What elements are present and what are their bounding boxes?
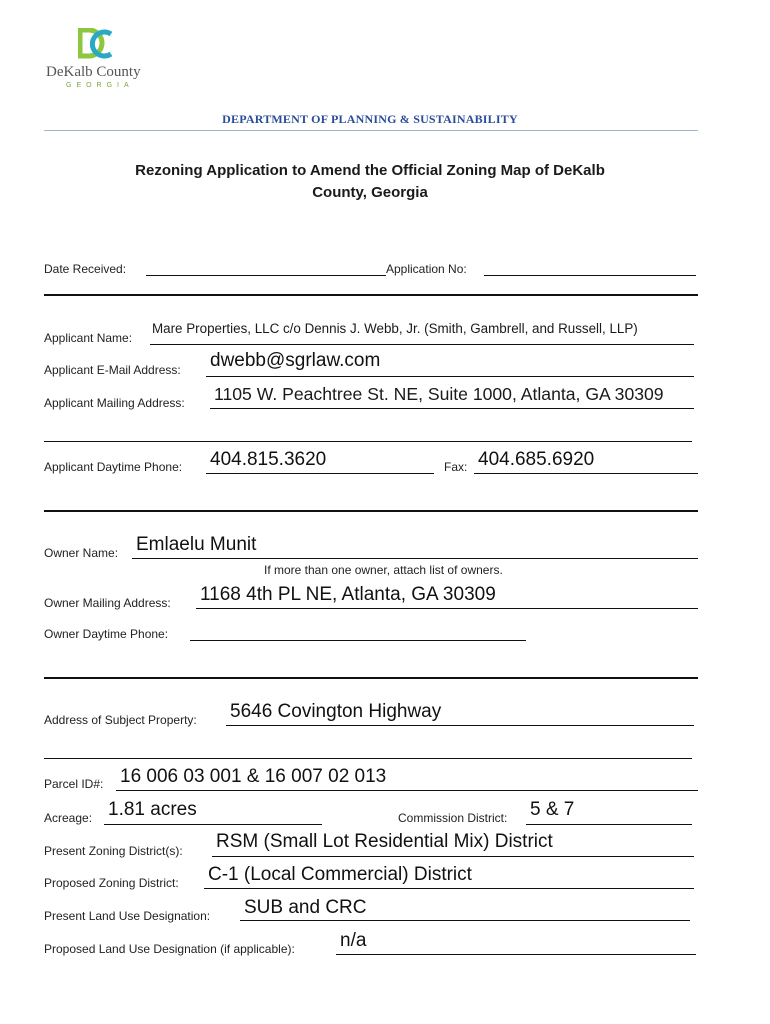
applicant-phone-field bbox=[206, 473, 434, 474]
proposed-zoning-field bbox=[204, 888, 694, 889]
logo-name: DeKalb County bbox=[46, 64, 141, 80]
applicant-name-label: Applicant Name: bbox=[44, 331, 133, 345]
applicant-phone-value[interactable]: 404.815.3620 bbox=[210, 449, 327, 470]
owner-mailing-field bbox=[196, 608, 698, 609]
department-title: DEPARTMENT OF PLANNING & SUSTAINABILITY bbox=[222, 112, 518, 126]
commission-district-value[interactable]: 5 & 7 bbox=[530, 799, 575, 820]
fax-label: Fax: bbox=[444, 460, 468, 474]
commission-district-label: Commission District: bbox=[398, 811, 508, 825]
fax-value[interactable]: 404.685.6920 bbox=[478, 449, 595, 470]
dekalb-logo bbox=[44, 26, 154, 90]
present-land-use-field bbox=[240, 920, 690, 921]
section-divider-3 bbox=[44, 677, 698, 679]
parcel-id-value[interactable]: 16 006 03 001 & 16 007 02 013 bbox=[120, 766, 387, 787]
owner-name-field bbox=[132, 558, 698, 559]
applicant-name-value[interactable]: Mare Properties, LLC c/o Dennis J. Webb, Jr. (Smith, Gambrell, and Russell, LLP) bbox=[152, 321, 638, 336]
owner-name-label: Owner Name: bbox=[44, 546, 119, 560]
department-underline bbox=[44, 130, 698, 131]
fax-field bbox=[474, 473, 698, 474]
owner-phone-label: Owner Daytime Phone: bbox=[44, 627, 169, 641]
present-land-use-value[interactable]: SUB and CRC bbox=[244, 897, 367, 918]
applicant-mailing-value[interactable]: 1105 W. Peachtree St. NE, Suite 1000, Atlanta, GA 30309 bbox=[214, 384, 664, 404]
application-no-field[interactable] bbox=[484, 275, 696, 276]
proposed-zoning-value[interactable]: C-1 (Local Commercial) District bbox=[208, 864, 472, 885]
application-no-label: Application No: bbox=[386, 262, 467, 276]
property-address-field bbox=[226, 725, 694, 726]
acreage-value[interactable]: 1.81 acres bbox=[108, 799, 197, 820]
property-address-value[interactable]: 5646 Covington Highway bbox=[230, 701, 442, 722]
dc-logo-mark-icon bbox=[78, 28, 114, 62]
property-address-label: Address of Subject Property: bbox=[44, 713, 197, 727]
applicant-mailing-field bbox=[210, 408, 694, 409]
acreage-label: Acreage: bbox=[44, 811, 93, 825]
proposed-land-use-field bbox=[336, 954, 696, 955]
present-zoning-value[interactable]: RSM (Small Lot Residential Mix) District bbox=[216, 831, 553, 852]
applicant-mailing-field-2[interactable] bbox=[44, 441, 692, 442]
date-received-label: Date Received: bbox=[44, 262, 127, 276]
title-line-2: County, Georgia bbox=[312, 184, 428, 201]
present-land-use-label: Present Land Use Designation: bbox=[44, 909, 211, 923]
applicant-email-value[interactable]: dwebb@sgrlaw.com bbox=[210, 350, 381, 371]
parcel-id-field bbox=[116, 790, 698, 791]
applicant-email-field bbox=[206, 376, 694, 377]
applicant-mailing-label: Applicant Mailing Address: bbox=[44, 396, 185, 410]
present-zoning-label: Present Zoning District(s): bbox=[44, 844, 183, 858]
owner-phone-field[interactable] bbox=[190, 640, 526, 641]
logo-state: GEORGIA bbox=[66, 82, 134, 89]
section-divider-2 bbox=[44, 510, 698, 512]
multiple-owners-note: If more than one owner, attach list of owners. bbox=[264, 563, 503, 577]
property-address-field-2[interactable] bbox=[44, 758, 692, 759]
proposed-land-use-value[interactable]: n/a bbox=[340, 930, 367, 951]
parcel-id-label: Parcel ID#: bbox=[44, 777, 104, 791]
proposed-land-use-label: Proposed Land Use Designation (if applicable): bbox=[44, 942, 295, 956]
present-zoning-field bbox=[212, 856, 694, 857]
date-received-field[interactable] bbox=[146, 275, 386, 276]
acreage-field bbox=[104, 824, 322, 825]
owner-mailing-label: Owner Mailing Address: bbox=[44, 596, 171, 610]
title-line-1: Rezoning Application to Amend the Official Zoning Map of DeKalb bbox=[135, 162, 605, 179]
owner-mailing-value[interactable]: 1168 4th PL NE, Atlanta, GA 30309 bbox=[200, 584, 496, 605]
applicant-phone-label: Applicant Daytime Phone: bbox=[44, 460, 183, 474]
commission-district-field bbox=[526, 824, 692, 825]
applicant-name-field bbox=[150, 344, 694, 345]
proposed-zoning-label: Proposed Zoning District: bbox=[44, 876, 179, 890]
page-title bbox=[60, 160, 680, 204]
section-divider-1 bbox=[44, 294, 698, 296]
applicant-email-label: Applicant E-Mail Address: bbox=[44, 363, 181, 377]
owner-name-value[interactable]: Emlaelu Munit bbox=[136, 534, 257, 555]
